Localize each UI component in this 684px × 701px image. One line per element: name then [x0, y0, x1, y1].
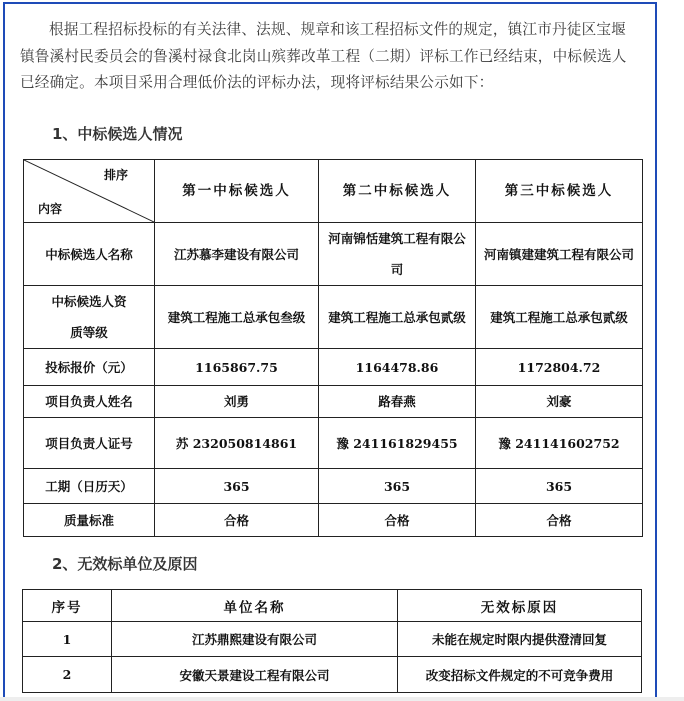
- table-row: [23, 622, 642, 657]
- intro-paragraph: 根据工程招标投标的有关法律、法规、规章和该工程招标文件的规定，镇江市丹徒区宝堰镇鲁溪村民委员会的鲁溪村禄食北岗山殡葬改革工程（二期）评标工作已经结束，中标候选人已经确定。本项目采用合理低价法的评标办法，现将评标结果公示如下：: [20, 21, 627, 91]
- corner-label-rank: 排序: [103, 168, 128, 182]
- section-title-invalid-bids: 2、无效标单位及原因: [52, 555, 198, 573]
- table-cell: 苏 232050814861: [155, 418, 319, 469]
- table-row: [24, 386, 643, 418]
- table-row: [23, 657, 642, 693]
- table-cell: 河南镇建建筑工程有限公司: [476, 223, 643, 286]
- table-row: [24, 223, 643, 286]
- table-row: [24, 286, 643, 349]
- table-row: [24, 418, 643, 469]
- table-cell: 路春燕: [319, 386, 476, 418]
- table-cell: 建筑工程施工总承包贰级: [476, 286, 643, 349]
- company-name: 安徽天景建设工程有限公司: [112, 657, 398, 693]
- table-cell: 1164478.86: [319, 349, 476, 386]
- table-cell: 江苏慕李建设有限公司: [155, 223, 319, 286]
- table-cell: 365: [319, 469, 476, 504]
- table-cell: 建筑工程施工总承包叁级: [155, 286, 319, 349]
- column-header: 第三中标候选人: [476, 160, 643, 223]
- row-label: 项目负责人证号: [24, 418, 155, 469]
- table-row: [24, 349, 643, 386]
- section-title-candidates: 1、中标候选人情况: [52, 125, 183, 143]
- column-header: 第一中标候选人: [155, 160, 319, 223]
- table-header-row: [24, 160, 643, 223]
- company-name: 江苏鼎熙建设有限公司: [112, 622, 398, 657]
- table-cell: 豫 241141602752: [476, 418, 643, 469]
- table-row: [24, 504, 643, 537]
- candidates-table: [23, 159, 643, 537]
- column-header: 序号: [23, 590, 112, 622]
- row-number: 1: [23, 622, 112, 657]
- column-header: 单位名称: [112, 590, 398, 622]
- table-cell: 合格: [476, 504, 643, 537]
- table-cell: 1165867.75: [155, 349, 319, 386]
- table-cell: 建筑工程施工总承包贰级: [319, 286, 476, 349]
- table-cell: 豫 241161829455: [319, 418, 476, 469]
- invalid-reason: 未能在规定时限内提供澄清回复: [398, 622, 642, 657]
- table-cell: 合格: [155, 504, 319, 537]
- row-number: 2: [23, 657, 112, 693]
- row-label: 中标候选人资质等级: [24, 286, 155, 349]
- corner-label-content: 内容: [38, 202, 63, 216]
- table-row: [24, 469, 643, 504]
- row-label: 项目负责人姓名: [24, 386, 155, 418]
- invalid-bids-table: [22, 589, 642, 693]
- row-label: 工期（日历天）: [24, 469, 155, 504]
- table-cell: 1172804.72: [476, 349, 643, 386]
- table-cell: 刘勇: [155, 386, 319, 418]
- row-label: 质量标准: [24, 504, 155, 537]
- column-header: 第二中标候选人: [319, 160, 476, 223]
- table-cell: 河南锦恬建筑工程有限公司: [319, 223, 476, 286]
- column-header: 无效标原因: [398, 590, 642, 622]
- table-cell: 刘豪: [476, 386, 643, 418]
- corner-header-cell: [24, 160, 155, 223]
- table-cell: 365: [155, 469, 319, 504]
- table-cell: 365: [476, 469, 643, 504]
- table-header-row: [23, 590, 642, 622]
- table-cell: 合格: [319, 504, 476, 537]
- row-label: 投标报价（元）: [24, 349, 155, 386]
- bottom-strip: [0, 697, 684, 701]
- invalid-reason: 改变招标文件规定的不可竞争费用: [398, 657, 642, 693]
- row-label: 中标候选人名称: [24, 223, 155, 286]
